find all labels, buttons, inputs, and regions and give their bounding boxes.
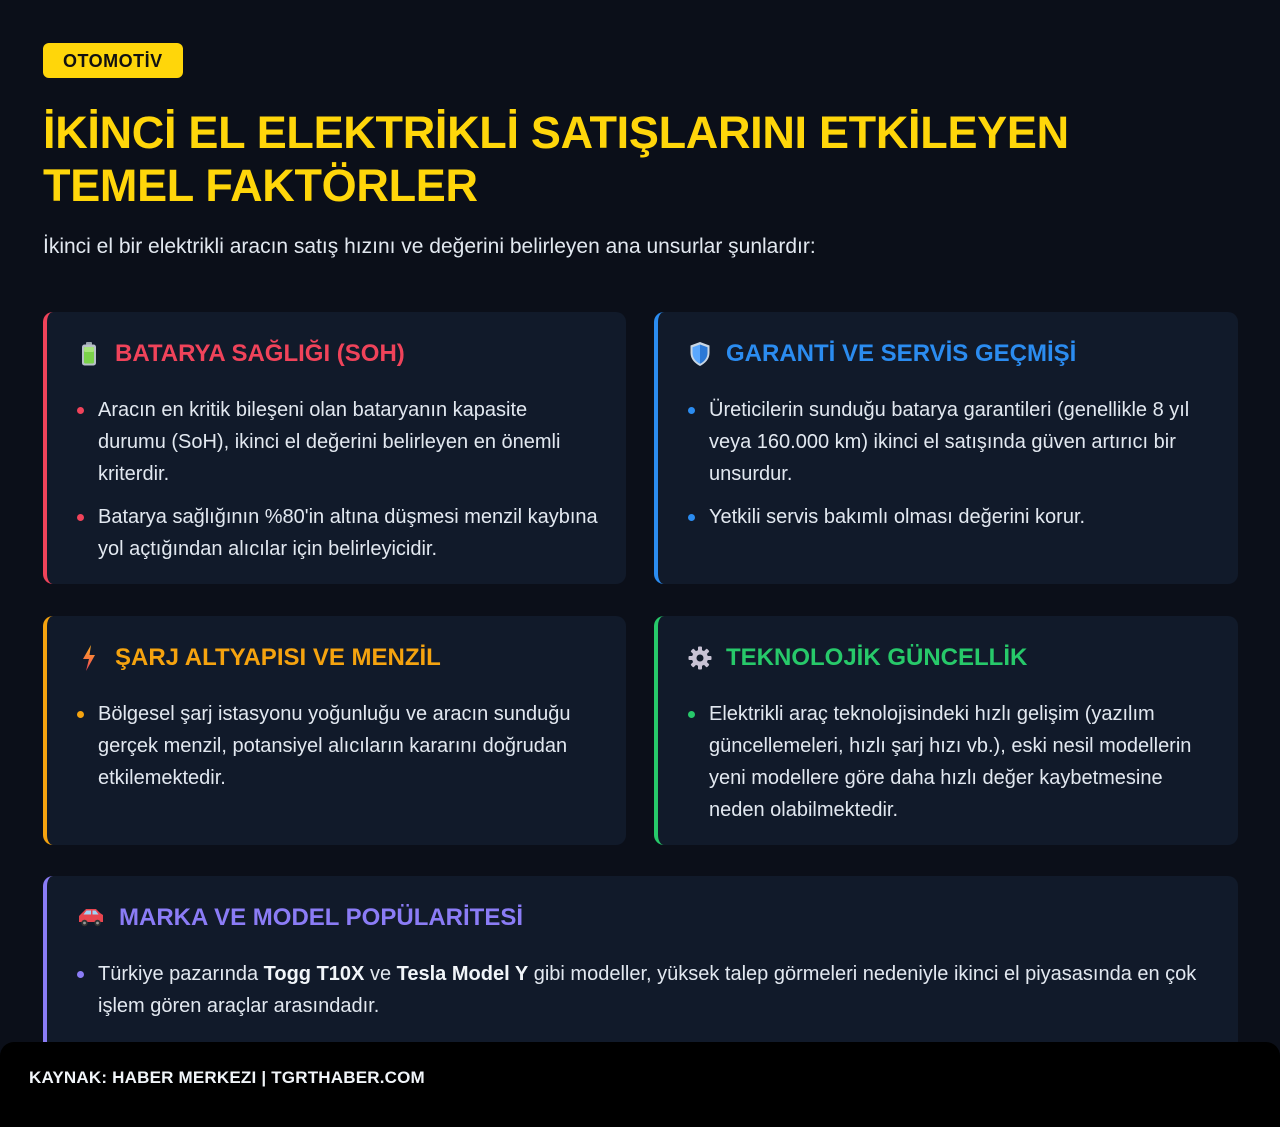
card-list (77, 958, 1212, 1033)
bullet-icon (77, 711, 84, 718)
card-title: MARKA VE MODEL POPÜLARİTESİ (77, 904, 523, 932)
page-title: İKİNCİ EL ELEKTRİKLİ SATIŞLARINI ETKİLEYEN TEMEL FAKTÖRLER (43, 107, 1069, 211)
car-icon (77, 906, 105, 930)
category-badge: OTOMOTİV (43, 43, 183, 78)
card-list (688, 698, 1212, 837)
list-item: Bölgesel şarj istasyonu yoğunluğu ve aracın sunduğu gerçek menzil, potansiyel alıcıların kararını doğrudan etkilemektedir. (77, 698, 600, 794)
bullet-icon (688, 514, 695, 521)
card-battery-health (43, 312, 626, 584)
source-credit: KAYNAK: HABER MERKEZI | TGRTHABER.COM (29, 1068, 425, 1087)
model-name-togg: Togg T10X (263, 963, 365, 985)
battery-icon (77, 342, 101, 366)
list-item: Yetkili servis bakımlı olması değerini korur. (688, 501, 1212, 533)
bullet-icon (77, 971, 84, 978)
model-name-tesla: Tesla Model Y (396, 963, 529, 985)
card-title: TEKNOLOJİK GÜNCELLİK (688, 644, 1027, 672)
card-list (688, 394, 1212, 544)
card-brand-popularity (43, 876, 1238, 1056)
card-list (77, 698, 600, 805)
bullet-icon (77, 514, 84, 521)
list-item: Aracın en kritik bileşeni olan bataryanın kapasite durumu (SoH), ikinci el değerini belirleyen en önemli kriterdir. (77, 394, 600, 490)
card-title: GARANTİ VE SERVİS GEÇMİŞİ (688, 340, 1076, 368)
list-item: Batarya sağlığının %80'in altına düşmesi menzil kaybına yol açtığından alıcılar için belirleyicidir. (77, 501, 600, 565)
list-item: Türkiye pazarında Togg T10X ve Tesla Model Y gibi modeller, yüksek talep görmeleri nedeniyle ikinci el piyasasında en çok işlem gören araçlar arasındadır. (77, 958, 1212, 1022)
list-item: Üreticilerin sunduğu batarya garantileri (genellikle 8 yıl veya 160.000 km) ikinci el satışında güven artırıcı bir unsurdur. (688, 394, 1212, 490)
bullet-icon (77, 407, 84, 414)
card-technology (654, 616, 1238, 845)
card-list (77, 394, 600, 576)
infographic (43, 43, 1238, 260)
gear-icon (688, 646, 712, 670)
card-charging-range (43, 616, 626, 845)
card-warranty-service (654, 312, 1238, 584)
shield-icon (688, 342, 712, 366)
bullet-icon (688, 711, 695, 718)
bullet-icon (688, 407, 695, 414)
footer-bar (0, 1042, 1280, 1127)
lightning-icon (77, 646, 101, 670)
card-title: BATARYA SAĞLIĞI (SOH) (77, 340, 405, 368)
list-item: Elektrikli araç teknolojisindeki hızlı gelişim (yazılım güncellemeleri, hızlı şarj hızı vb.), eski nesil modellerin yeni modellere göre daha hızlı değer kaybetmesine neden olabilmektedir. (688, 698, 1212, 826)
card-title: ŞARJ ALTYAPISI VE MENZİL (77, 644, 441, 672)
page-subtitle: İkinci el bir elektrikli aracın satış hızını ve değerini belirleyen ana unsurlar şunlardır: (43, 235, 816, 258)
